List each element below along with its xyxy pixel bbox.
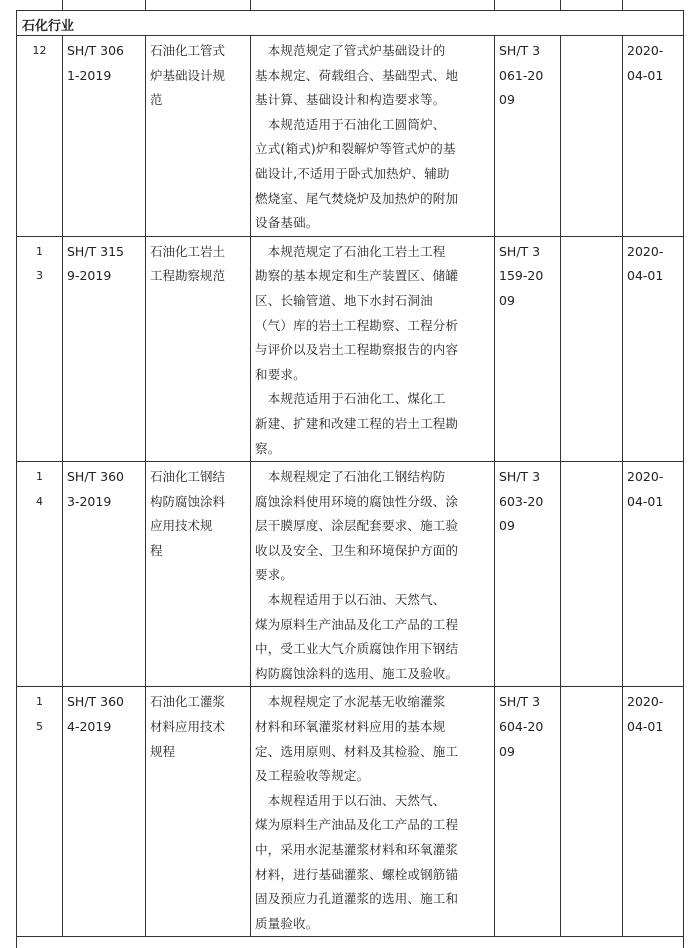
standard-description-line: 中，受工业大气介质腐蚀作用下钢结 [255, 641, 459, 657]
replaced-standard-line: 159-20 [499, 268, 544, 284]
replaced-standard-cell [495, 687, 561, 937]
standard-code-line: 3-2019 [67, 493, 112, 509]
standard-description-line: 燃烧室、尾气焚烧炉及加热炉的附加 [255, 190, 459, 206]
standard-description-line: 层干膜厚度、涂层配套要求、施工验 [255, 518, 459, 534]
standard-description-line: 及工程验收等规定。 [255, 768, 370, 784]
standard-name-cell [146, 462, 251, 687]
row-number-line: 5 [36, 720, 43, 734]
section-title: 石化行业 [17, 11, 684, 36]
standard-description-line: 中，采用水泥基灌浆材料和环氧灌浆 [255, 842, 459, 857]
section-header-row [17, 11, 684, 36]
replaced-standard-line: SH/T 3 [499, 243, 541, 259]
effective-date-line: 2020- [627, 694, 664, 710]
effective-date-cell [623, 236, 684, 461]
row-number-line: 1 [36, 244, 43, 258]
standard-name-line: 石油化工钢结 [150, 469, 226, 485]
column-divider [494, 0, 495, 10]
effective-date-line: 2020- [627, 43, 664, 58]
row-number-line: 1 [36, 695, 43, 709]
effective-date-line: 04-01 [627, 268, 664, 284]
standard-name-line: 程 [150, 542, 163, 558]
standard-description-cell [251, 687, 495, 937]
standard-code-cell [63, 687, 146, 937]
standard-description-line: 设备基础。 [255, 215, 319, 231]
effective-date-line: 04-01 [627, 67, 664, 83]
standard-name-line: 炉基础设计规 [150, 67, 226, 83]
standard-name-cell [146, 236, 251, 461]
replaced-standard-line: 061-20 [499, 67, 544, 83]
column-divider [250, 0, 251, 10]
row-number-line: 4 [36, 494, 43, 508]
adopted-standard-cell [561, 236, 623, 461]
effective-date-cell [623, 687, 684, 937]
replaced-standard-cell [495, 236, 561, 461]
column-divider [145, 0, 146, 10]
standard-code-line: 9-2019 [67, 268, 112, 284]
standard-name-line: 规程 [150, 743, 176, 759]
standard-description-line: 础设计,不适用于卧式加热炉、辅助 [255, 165, 450, 181]
row-number-cell [17, 462, 63, 687]
standard-code-line: SH/T 315 [67, 243, 125, 259]
standard-description-cell [251, 36, 495, 237]
effective-date-line: 04-01 [627, 493, 664, 509]
standard-name-cell [146, 36, 251, 237]
effective-date-cell [623, 462, 684, 687]
replaced-standard-cell [495, 36, 561, 237]
table-row [17, 36, 684, 237]
next-row-partial [17, 937, 684, 948]
standard-description-line: 材料，进行基础灌浆、螺栓或钢筋锚 [255, 866, 459, 882]
standard-description-line: 腐蚀涂料使用环境的腐蚀性分级、涂 [255, 493, 459, 509]
effective-date-cell [623, 36, 684, 237]
adopted-standard-cell [561, 687, 623, 937]
replaced-standard-line: SH/T 3 [499, 694, 541, 710]
effective-date-line: 04-01 [627, 719, 664, 735]
standard-description-line: 定、选用原则、材料及其检验、施工 [255, 743, 459, 759]
standard-description-line: 煤为原料生产油品及化工产品的工程 [255, 817, 459, 833]
standard-description-cell [251, 462, 495, 687]
standard-code-line: SH/T 360 [67, 694, 125, 710]
replaced-standard-line: SH/T 3 [499, 469, 541, 485]
standard-code-cell [63, 236, 146, 461]
standard-description-line: 本规程规定了水泥基无收缩灌浆 [255, 694, 446, 710]
replaced-standard-line: 604-20 [499, 719, 544, 735]
standard-description-line: 材料和环氧灌浆材料应用的基本规 [255, 719, 446, 735]
standard-description-line: 本规程适用于以石油、天然气、 [255, 792, 446, 808]
next-row-cell [17, 937, 684, 948]
standard-description-line: （气）库的岩土工程勘察、工程分析 [255, 317, 459, 333]
table-row [17, 687, 684, 937]
standard-description-line: 本规程规定了石油化工钢结构防 [255, 469, 446, 485]
standard-description-line: 区、长输管道、地下水封石洞油 [255, 292, 433, 308]
standard-description-line: 要求。 [255, 567, 294, 583]
row-number-cell [17, 36, 63, 237]
standard-description-cell [251, 236, 495, 461]
standard-description-line: 基本规定、荷载组合、基础型式、地 [255, 67, 459, 83]
column-divider [560, 0, 561, 10]
effective-date-line: 2020- [627, 469, 664, 485]
standard-description-line: 立式(箱式)炉和裂解炉等管式炉的基 [255, 141, 456, 157]
standard-name-line: 石油化工岩土 [150, 243, 226, 259]
adopted-standard-cell [561, 462, 623, 687]
standard-description-line: 本规范适用于石油化工圆筒炉、 [255, 116, 446, 132]
standard-code-cell [63, 36, 146, 237]
adopted-standard-cell [561, 36, 623, 237]
standard-name-line: 材料应用技术 [150, 719, 226, 735]
standard-name-line: 构防腐蚀涂料 [150, 493, 226, 509]
replaced-standard-line: 09 [499, 92, 515, 108]
standard-code-line: SH/T 360 [67, 469, 125, 485]
row-number-line: 12 [32, 44, 47, 57]
standard-name-line: 石油化工灌浆 [150, 694, 226, 710]
column-divider [62, 0, 63, 10]
standard-code-line: 1-2019 [67, 67, 112, 83]
standard-code-line: SH/T 306 [67, 43, 125, 58]
standard-code-line: 4-2019 [67, 719, 112, 735]
replaced-standard-line: SH/T 3 [499, 43, 541, 58]
standard-description-line: 本规范规定了管式炉基础设计的 [255, 43, 446, 58]
standard-description-line: 固及预应力孔道灌浆的选用、施工和 [255, 891, 459, 907]
replaced-standard-line: 09 [499, 743, 515, 759]
standard-description-line: 本规程适用于以石油、天然气、 [255, 592, 446, 608]
standard-description-line: 基计算、基础设计和构造要求等。 [255, 92, 446, 108]
standard-code-cell [63, 462, 146, 687]
standard-description-line: 煤为原料生产油品及化工产品的工程 [255, 616, 459, 632]
standard-name-cell [146, 687, 251, 937]
standards-table [16, 10, 684, 948]
table-row [17, 236, 684, 461]
standard-name-line: 工程勘察规范 [150, 268, 226, 284]
effective-date-line: 2020- [627, 243, 664, 259]
column-divider [622, 0, 623, 10]
standard-description-line: 构防腐蚀涂料的选用、施工及验收。 [255, 665, 459, 681]
replaced-standard-line: 603-20 [499, 493, 544, 509]
replaced-standard-line: 09 [499, 292, 515, 308]
replaced-standard-cell [495, 462, 561, 687]
standard-description-line: 新建、扩建和改建工程的岩土工程勘 [255, 415, 459, 431]
row-number-line: 1 [36, 470, 43, 484]
replaced-standard-line: 09 [499, 518, 515, 534]
row-number-line: 3 [36, 269, 43, 283]
standard-name-line: 石油化工管式 [150, 43, 226, 58]
standard-description-line: 收以及安全、卫生和环境保护方面的 [255, 542, 459, 558]
standard-description-line: 本规范规定了石油化工岩土工程 [255, 243, 446, 259]
row-number-cell [17, 236, 63, 461]
standard-name-line: 应用技术规 [150, 518, 213, 534]
standard-description-line: 质量验收。 [255, 915, 319, 931]
standard-description-line: 和要求。 [255, 366, 306, 382]
standard-name-line: 范 [150, 92, 163, 108]
standard-description-line: 与评价以及岩土工程勘察报告的内容 [255, 342, 459, 358]
standard-description-line: 本规范适用于石油化工、煤化工 [255, 391, 446, 407]
row-number-cell [17, 687, 63, 937]
standard-description-line: 勘察的基本规定和生产装置区、储罐 [255, 268, 459, 284]
standard-description-line: 察。 [255, 440, 281, 456]
table-row [17, 462, 684, 687]
